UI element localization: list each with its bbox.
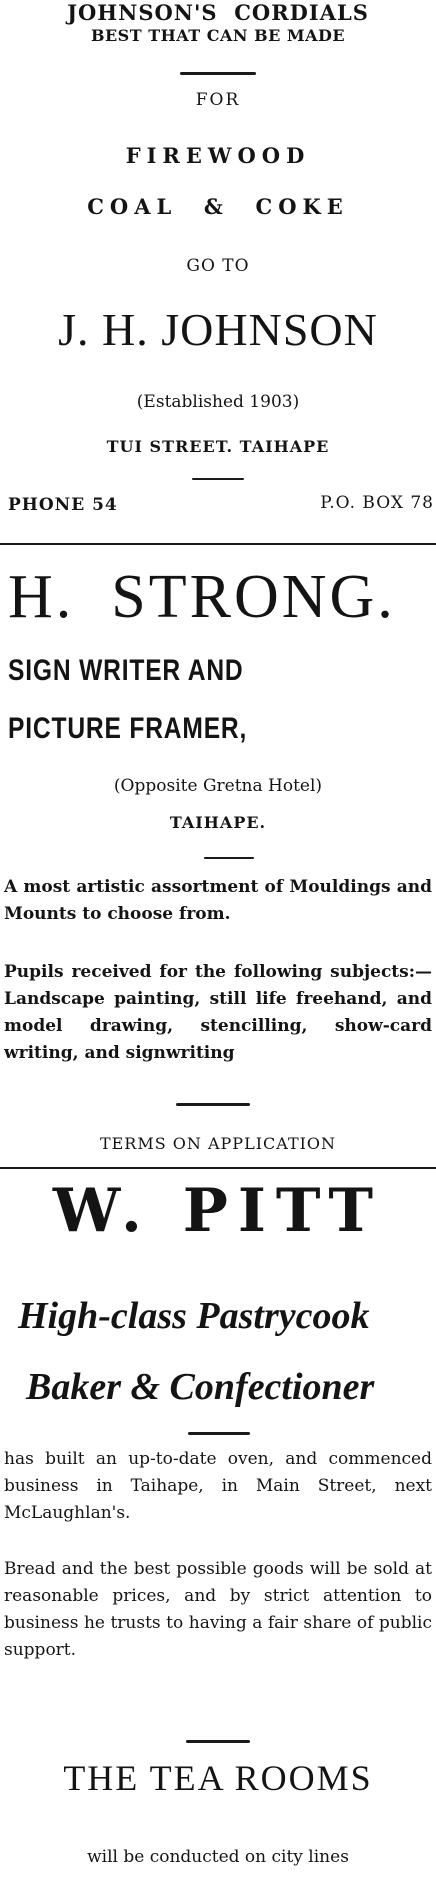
johnson-address: TUI STREET. TAIHAPE (106, 437, 330, 456)
pitt-name: W. PITT (52, 1176, 384, 1246)
johnson-established: (Established 1903) (136, 392, 300, 412)
johnson-name: J. H. JOHNSON (58, 304, 378, 355)
johnson-subheading: BEST THAT CAN BE MADE (90, 26, 346, 45)
pitt-paragraph-2: Bread and the best possible goods will be sold at reasonable prices, and by strict attention to business he trusts to having a fair share of public support. (4, 1559, 432, 1660)
johnson-go-to: GO TO (186, 256, 250, 276)
strong-divider-1 (204, 857, 254, 859)
johnson-coal-coke: COAL & COKE (87, 194, 349, 219)
pitt-divider-1 (188, 1432, 250, 1435)
johnson-phone: PHONE 54 (8, 495, 118, 515)
pitt-tea-rooms: THE TEA ROOMS (63, 1758, 373, 1798)
strong-name: H. STRONG. (8, 563, 396, 631)
strong-terms: TERMS ON APPLICATION (99, 1134, 337, 1153)
pitt-trade-line-1: High-class Pastrycook (18, 1295, 370, 1337)
pitt-paragraph-1: has built an up-to-date oven, and commenced business in Taihape, in Main Street, next McLaughlan's. (4, 1449, 432, 1523)
strong-paragraph-2: Pupils received for the following subjects:—Landscape painting, still life freehand, and model drawing, stencilling, show-card writing, and signwriting (4, 962, 432, 1063)
ad-separator-1 (0, 543, 436, 545)
strong-location: (Opposite Gretna Hotel) (113, 776, 323, 796)
strong-town: TAIHAPE. (169, 813, 267, 832)
johnson-po-box: P.O. BOX 78 (320, 493, 434, 513)
johnson-for: FOR (195, 90, 241, 110)
johnson-heading: JOHNSON'S CORDIALS (67, 0, 369, 25)
johnson-firewood: FIREWOOD (125, 143, 311, 168)
johnson-divider-1 (180, 72, 256, 75)
ad-separator-2 (0, 1167, 436, 1169)
strong-trade-line-2: PICTURE FRAMER, (8, 712, 248, 745)
pitt-divider-2 (186, 1740, 250, 1743)
pitt-trade-line-2: Baker & Confectioner (26, 1366, 375, 1408)
strong-paragraph-1: A most artistic assortment of Mouldings and Mounts to choose from. (4, 877, 432, 924)
pitt-tea-note: will be conducted on city lines (87, 1847, 349, 1867)
strong-trade-line-1: SIGN WRITER AND (8, 654, 244, 687)
johnson-divider-2 (192, 478, 244, 480)
strong-divider-2 (176, 1103, 250, 1106)
